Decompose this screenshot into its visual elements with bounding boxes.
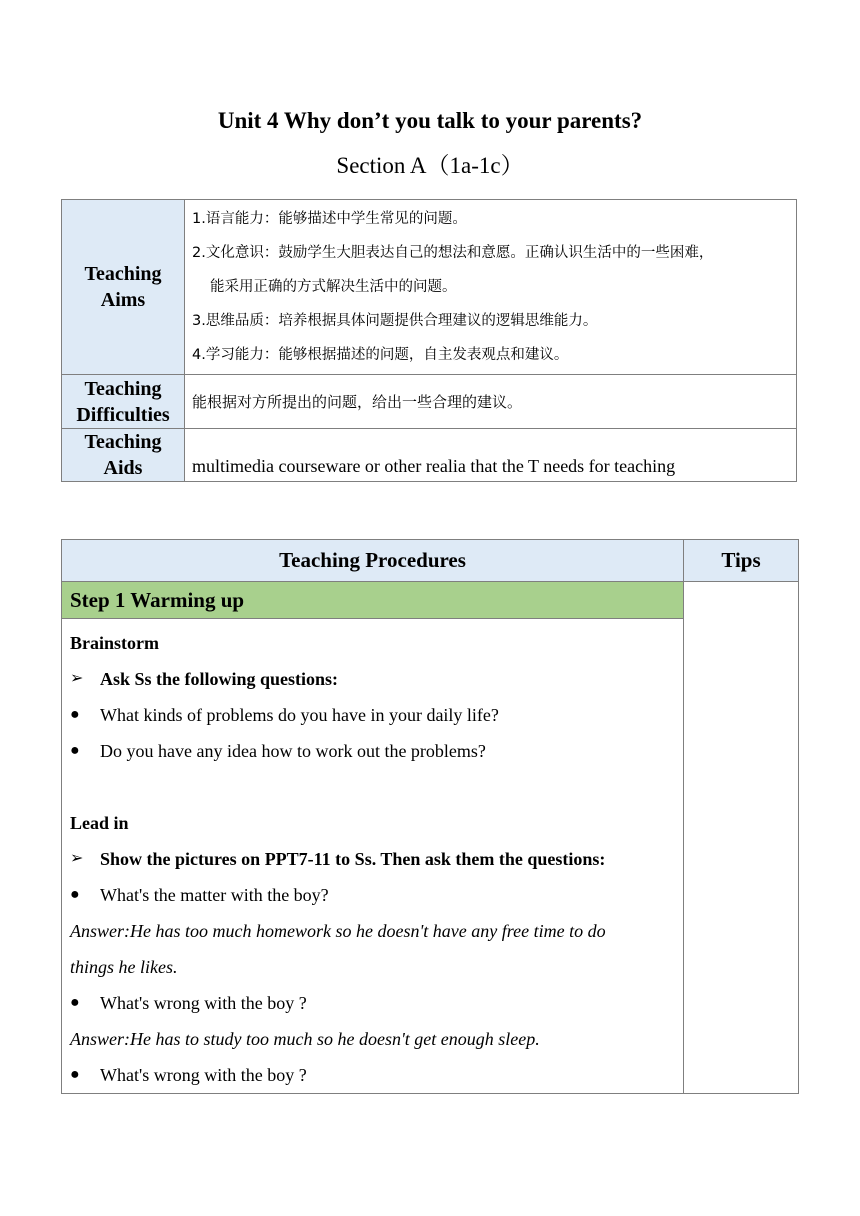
- show-instruction: Show the pictures on PPT7-11 to Ss. Then ask them the questions:: [100, 849, 606, 869]
- arrow-bullet-icon: ➢: [70, 850, 84, 867]
- aims-label: [62, 200, 185, 375]
- aim-2: 2.文化意识：鼓励学生大胆表达自己的想法和意愿。正确认识生活中的一些困难，: [192, 245, 714, 261]
- spacer: [70, 769, 675, 805]
- procedures-header: Teaching Procedures: [62, 540, 684, 582]
- info-table: [61, 199, 797, 482]
- lead-in-heading: Lead in: [70, 813, 129, 833]
- list-item: [70, 841, 675, 877]
- difficulties-content: 能根据对方所提出的问题，给出一些合理的建议。: [185, 375, 797, 429]
- dot-bullet-icon: ●: [70, 706, 80, 723]
- list-item: [70, 985, 675, 1021]
- question-3: What's the matter with the boy?: [100, 885, 329, 905]
- aids-content: multimedia courseware or other realia that the T needs for teaching: [185, 429, 797, 482]
- difficulties-label: [62, 375, 185, 429]
- aim-4: 4.学习能力：能够根据描述的问题，自主发表观点和建议。: [192, 347, 569, 363]
- dot-bullet-icon: ●: [70, 1066, 80, 1083]
- question-5: What's wrong with the boy ?: [100, 1065, 307, 1085]
- answer-3-line-2: things he likes.: [70, 957, 178, 977]
- list-item: [70, 661, 675, 697]
- page-title: Unit 4 Why don’t you talk to your parents?: [217, 108, 643, 133]
- tips-cell: [684, 582, 799, 1094]
- dot-bullet-icon: ●: [70, 742, 80, 759]
- page-subtitle: Section A（1a-1c）: [336, 153, 524, 178]
- ask-instruction: Ask Ss the following questions:: [100, 669, 339, 689]
- list-item: [70, 1057, 675, 1093]
- answer-4: Answer:He has to study too much so he doesn't get enough sleep.: [70, 1029, 540, 1049]
- list-item: [70, 877, 675, 913]
- aids-label-text: Teaching Aids: [84, 431, 162, 479]
- answer-3-line-1: Answer:He has too much homework so he doesn't have any free time to do: [70, 921, 606, 941]
- aim-2-cont: 能采用正确的方式解决生活中的问题。: [210, 279, 457, 295]
- question-2: Do you have any idea how to work out the problems?: [100, 741, 486, 761]
- dot-bullet-icon: ●: [70, 886, 80, 903]
- question-1: What kinds of problems do you have in your daily life?: [100, 705, 499, 725]
- difficulties-label-text: Teaching Difficulties: [76, 377, 170, 426]
- question-4: What's wrong with the boy ?: [100, 993, 307, 1013]
- aim-3: 3.思维品质：培养根据具体问题提供合理建议的逻辑思维能力。: [192, 313, 598, 329]
- step-1-content: [62, 619, 684, 1094]
- step-1-heading: Step 1 Warming up: [62, 582, 684, 619]
- procedures-table: [61, 539, 799, 1094]
- aims-label-text: Teaching Aims: [84, 263, 162, 311]
- aids-label: [62, 429, 185, 482]
- brainstorm-heading: Brainstorm: [70, 633, 159, 653]
- aims-content: [185, 200, 797, 375]
- tips-header: Tips: [684, 540, 799, 582]
- list-item: [70, 733, 675, 769]
- list-item: [70, 697, 675, 733]
- dot-bullet-icon: ●: [70, 994, 80, 1011]
- arrow-bullet-icon: ➢: [70, 670, 84, 687]
- aim-1: 1.语言能力：能够描述中学生常见的问题。: [192, 211, 467, 227]
